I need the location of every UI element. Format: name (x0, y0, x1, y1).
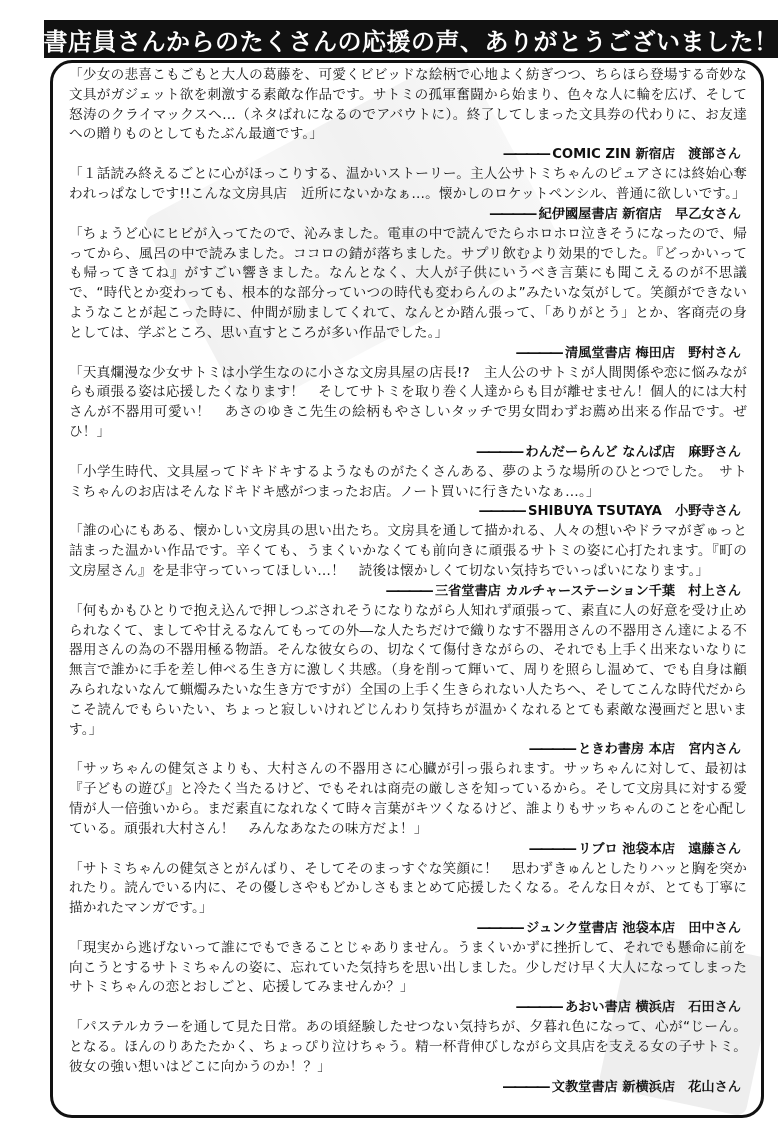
quote-author: ―――― わんだーらんど なんば店 麻野さん (476, 444, 741, 460)
quote-author-name: 三省堂書店 カルチャーステーション千葉 村上さん (434, 583, 741, 599)
quote-author-name: 紀伊國屋書店 新宿店 早乙女さん (538, 206, 741, 222)
quote-text: 「少女の悲喜こもごもと大人の葛藤を、可愛くビビッドな絵柄で心地よく紡ぎつつ、ちらほら登場する奇妙な文具がガジェット欲を刺激する素敵な作品です。サトミの孤軍奮闘から始まり、色々な人に輪を広げ、そして怒涛のクライマックスへ…（ネタばれになるのでアバウトに）。終了してしまった文具券の代わりに、お友達への贈りものとしてもたぶん最適です。」 (69, 67, 747, 143)
quote-author: ―――― ジュンク堂書店 池袋本店 田中さん (477, 920, 741, 936)
quote-author-name: ジュンク堂書店 池袋本店 田中さん (525, 920, 741, 936)
quote-item (69, 602, 747, 761)
quote-text: 「１話読み終えるごとに心がほっこりする、温かいストーリー。主人公サトミちゃんのピュアさには終始心奪われっぱなしです!!こんな文房具店 近所にないかなぁ…。懐かしのロケットペンシル、普通に欲しいです。」 (69, 166, 747, 202)
header-banner (44, 20, 778, 58)
quote-author: ―――― SHIBUYA TSUTAYA 小野寺さん (479, 504, 741, 520)
quote-item (69, 165, 747, 225)
quote-author: ―――― 清風堂書店 梅田店 野村さん (516, 345, 741, 361)
quote-author: ―――― 文教堂書店 新横浜店 花山さん (503, 1079, 741, 1095)
quote-author-name: リブロ 池袋本店 遠藤さん (578, 841, 741, 857)
quote-item (69, 939, 747, 1018)
quote-item (69, 66, 747, 165)
page-title: 書店員さんからのたくさんの応援の声、ありがとうございました！ (43, 27, 779, 56)
quote-author: ―――― 紀伊國屋書店 新宿店 早乙女さん (489, 206, 741, 222)
quote-item (69, 760, 747, 859)
quotes-panel (50, 60, 764, 1118)
quote-text: 「サトミちゃんの健気さとがんばり、そしてそのまっすぐな笑顔に！ 思わずきゅんとしたりハッと胸を突かれたり。読んでいる内に、その優しさやもどかしさもまとめて応援したくなる。そんな日々が、とても丁寧に描かれたマンガです。」 (69, 860, 747, 917)
quote-item (69, 1018, 747, 1097)
quote-author: ―――― あおい書店 横浜店 石田さん (516, 1000, 741, 1016)
quote-text: 「サッちゃんの健気さよりも、大村さんの不器用さに心臓が引っ張られます。サッちゃんに対して、最初は『子どもの遊び』と冷たく当たるけど、でもそれは商売の厳しさを知っているから。そして文房具に対する愛情が人一倍強いから。まだ素直になれなくて時々言葉がキツくなるけど、誰よりもサッちゃんのことを心配している。頑張れ大村さん！ みんなあなたの味方だよ！」 (69, 761, 747, 837)
quote-text: 「ちょうど心にヒビが入ってたので、沁みました。電車の中で読んでたらホロホロ泣きそうになったので、帰ってから、風呂の中で読みました。ココロの錆が落ちました。サプリ飲むより効果的でした。『どっかいっても帰ってきてね』がすごい響きました。なんとなく、大人が子供にいうべき言葉にも聞こえるのが不思議で、“時代とか変わっても、根本的な部分っていつの時代も変わらんのよ”みたいな気がして。笑顔ができないようなことが起こった時に、仲間が励ましてくれて、なんとか踏ん張って、「ありがとう」とか、客商売の身としては、学ぶところ、思い直すところが多い作品でした。」 (69, 225, 747, 341)
quote-item (69, 225, 747, 364)
quote-list (53, 63, 761, 1098)
quote-text: 「小学生時代、文具屋ってドキドキするようなものがたくさんある、夢のような場所のひとつでした。 サトミちゃんのお店はそんなドキドキ感がつまったお店。ノート買いに行きたいなぁ…。」 (69, 463, 747, 500)
quote-author: ―――― 三省堂書店 カルチャーステーション千葉 村上さん (386, 583, 741, 599)
quote-author: ―――― リブロ 池袋本店 遠藤さん (529, 841, 741, 857)
quote-author-name: SHIBUYA TSUTAYA 小野寺さん (527, 504, 741, 520)
quote-author: ―――― ときわ書房 本店 宮内さん (529, 742, 741, 758)
quote-author: ―――― COMIC ZIN 新宿店 渡部さん (503, 147, 741, 163)
quote-text: 「現実から逃げないって誰にでもできることじゃありません。うまくいかずに挫折して、それでも懸命に前を向こうとするサトミちゃんの姿に、忘れていた気持ちを思い出しました。少しだけ早く大人になってしまったサトミちゃんの恋とおしごと、応援してみませんか？」 (69, 939, 747, 996)
quote-author-name: わんだーらんど なんば店 麻野さん (525, 444, 741, 460)
quote-text: 「パステルカラーを通して見た日常。あの頃経験したせつない気持ちが、夕暮れ色になって、心が“じーん。となる。ほんのりあたたかく、ちょっぴり泣けちゃう。精一杯背伸びしながら文具店を支える女の子サトミ。彼女の強い想いはどこに向かうのか！？」 (69, 1019, 747, 1075)
quote-item (69, 463, 747, 523)
quote-item (69, 364, 747, 463)
quote-author-name: 清風堂書店 梅田店 野村さん (564, 345, 741, 361)
quote-item (69, 860, 747, 939)
quote-author-name: COMIC ZIN 新宿店 渡部さん (552, 147, 741, 163)
quote-text: 「天真爛漫な少女サトミは小学生なのに小さな文房具屋の店長!? 主人公のサトミが人間関係や恋に悩みながらも頑張る姿は応援したくなります！ そしてサトミを取り巻く人達からも目が離せません！個人的には大村さんが不器用可愛い！ あさのゆきこ先生の絵柄もやさしいタッチで男女問わずお薦め出来る作品です。ぜひ！」 (69, 364, 747, 440)
quote-item (69, 522, 747, 601)
quote-author-name: 文教堂書店 新横浜店 花山さん (551, 1079, 741, 1095)
quote-author-name: あおい書店 横浜店 石田さん (564, 1000, 741, 1016)
quote-text: 「誰の心にもある、懐かしい文房具の思い出たち。文房具を通して描かれる、人々の想いやドラマがぎゅっと詰まった温かい作品です。辛くても、うまくいかなくても前向きに頑張るサトミの姿に心打たれます。『町の文房屋さん』を是非守っていってほしい…！ 読後は懐かしくて切ない気持ちでいっぱいになります。」 (69, 523, 747, 579)
quote-author-name: ときわ書房 本店 宮内さん (578, 742, 741, 758)
quote-text: 「何もかもひとりで抱え込んで押しつぶされそうになりながら人知れず頑張って、素直に人の好意を受け止められなくて、ましてや甘えるなんてもっての外―な人たちだけで織りなす不器用さんの不器用さん達による不器用さんの為の不器用極る物語。そんな彼女らの、切なくて傷付きながらの、それでも上手く出来ないなりに無言で誰かに手を差し伸べる生き方に激しく共感。（身を削って輝いて、周りを照らし温めて、でも自身は顧みられないなんて蝋燭みたいな生き方ですが）全国の上手く生きられない人たちへ、そしてこんな時代だからこそ読んでもらいたい、ちょっと寂しいけれどじんわり気持ちが温かくなれるとても素敵な漫画だと思います。」 (69, 602, 747, 738)
